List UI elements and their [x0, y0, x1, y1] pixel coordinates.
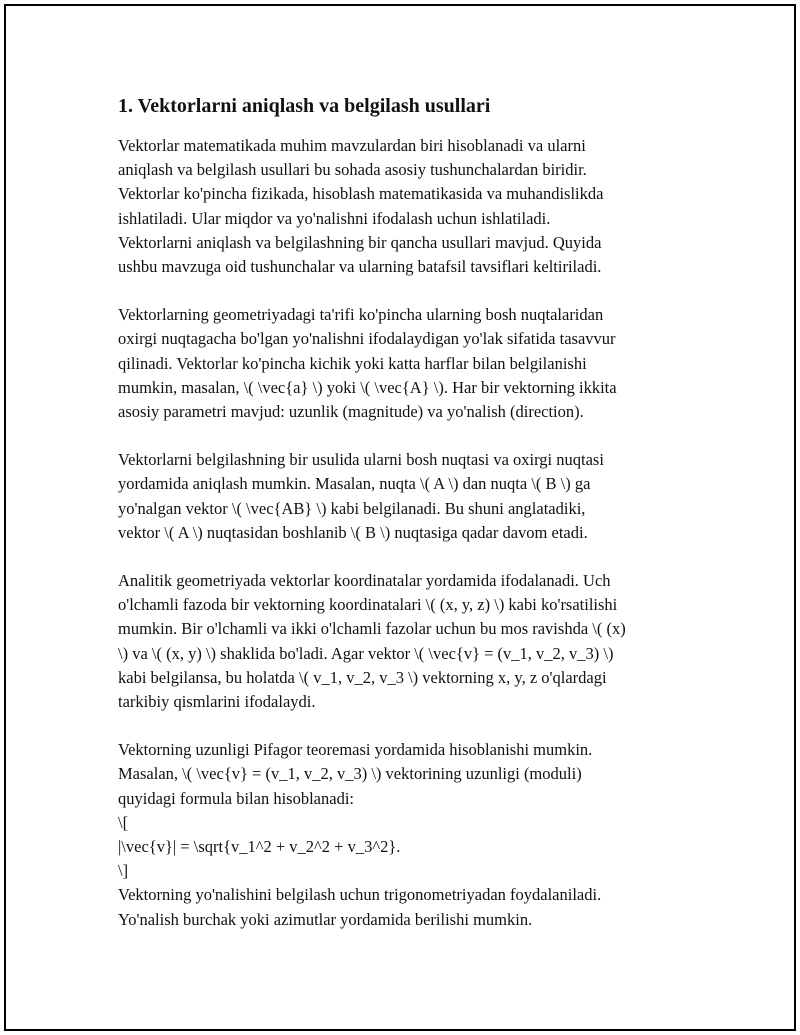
paragraph-intro: [118, 134, 698, 279]
text-line: qilinadi. Vektorlar ko'pincha kichik yoki katta harflar bilan belgilanishi: [118, 353, 587, 373]
text-line: Vektorlar ko'pincha fizikada, hisoblash matematikasida va muhandislikda: [118, 184, 604, 204]
text-line: Vektorlarni aniqlash va belgilashning bir qancha usullari mavjud. Quyida: [118, 232, 602, 252]
text-line: Vektorlar matematikada muhim mavzulardan biri hisoblanadi va ularni: [118, 136, 586, 155]
text-line: Analitik geometriyada vektorlar koordinatalar yordamida ifodalanadi. Uch: [118, 571, 611, 591]
text-line: Vektorning yo'nalishini belgilash uchun trigonometriyadan foydalaniladi.: [118, 885, 602, 905]
section-title: 1. Vektorlarni aniqlash va belgilash usullari: [118, 95, 491, 117]
paragraph-geometry-definition: [118, 303, 698, 424]
paragraph-vector-length: [118, 738, 698, 932]
text-line: \) va \( (x, y) \) shaklida bo'ladi. Agar vektor \( \vec{v} = (v_1, v_2, v_3) \): [118, 643, 614, 663]
text-line: o'lchamli fazoda bir vektorning koordinatalari \( (x, y, z) \) kabi ko'rsatilishi: [118, 595, 618, 615]
formula-body: |\vec{v}| = \sqrt{v_1^2 + v_2^2 + v_3^2}.: [118, 837, 401, 857]
text-line: yordamida aniqlash mumkin. Masalan, nuqta \( A \) dan nuqta \( B \) ga: [118, 474, 591, 494]
text-line: quyidagi formula bilan hisoblanadi:: [118, 788, 354, 808]
text-line: Vektorlarning geometriyadagi ta'rifi ko'pincha ularning bosh nuqtalaridan: [118, 305, 604, 325]
text-line: Vektorlarni belgilashning bir usulida ularni bosh nuqtasi va oxirgi nuqtasi: [118, 450, 604, 470]
document-body: [118, 92, 698, 932]
text-line: Vektorning uzunligi Pifagor teoremasi yordamida hisoblanishi mumkin.: [118, 740, 593, 760]
text-line: aniqlash va belgilash usullari bu sohada asosiy tushunchalardan biridir.: [118, 160, 587, 180]
text-line: kabi belgilansa, bu holatda \( v_1, v_2, v_3 \) vektorning x, y, z o'qlardagi: [118, 667, 607, 687]
text-line: asosiy parametri mavjud: uzunlik (magnitude) va yo'nalish (direction).: [118, 402, 584, 422]
paragraph-point-notation: [118, 448, 698, 545]
text-line: yo'nalgan vektor \( \vec{AB} \) kabi belgilanadi. Bu shuni anglatadiki,: [118, 498, 586, 518]
formula-open-delimiter: \[: [118, 812, 129, 832]
text-line: tarkibiy qismlarini ifodalaydi.: [118, 692, 316, 712]
text-line: Masalan, \( \vec{v} = (v_1, v_2, v_3) \) vektorining uzunligi (moduli): [118, 764, 582, 784]
text-line: Yo'nalish burchak yoki azimutlar yordamida berilishi mumkin.: [118, 909, 533, 929]
text-line: mumkin, masalan, \( \vec{a} \) yoki \( \vec{A} \). Har bir vektorning ikkita: [118, 377, 617, 397]
text-line: vektor \( A \) nuqtasidan boshlanib \( B \) nuqtasiga qadar davom etadi.: [118, 522, 588, 542]
paragraph-coordinates: [118, 569, 698, 714]
text-line: ushbu mavzuga oid tushunchalar va ularning batafsil tavsiflari keltiriladi.: [118, 257, 602, 277]
text-line: oxirgi nuqtagacha bo'lgan yo'nalishni ifodalaydigan yo'lak sifatida tasavvur: [118, 329, 616, 349]
formula-close-delimiter: \]: [118, 861, 129, 881]
text-line: ishlatiladi. Ular miqdor va yo'nalishni ifodalash uchun ishlatiladi.: [118, 208, 551, 228]
text-line: mumkin. Bir o'lchamli va ikki o'lchamli fazolar uchun bu mos ravishda \( (x): [118, 619, 626, 639]
